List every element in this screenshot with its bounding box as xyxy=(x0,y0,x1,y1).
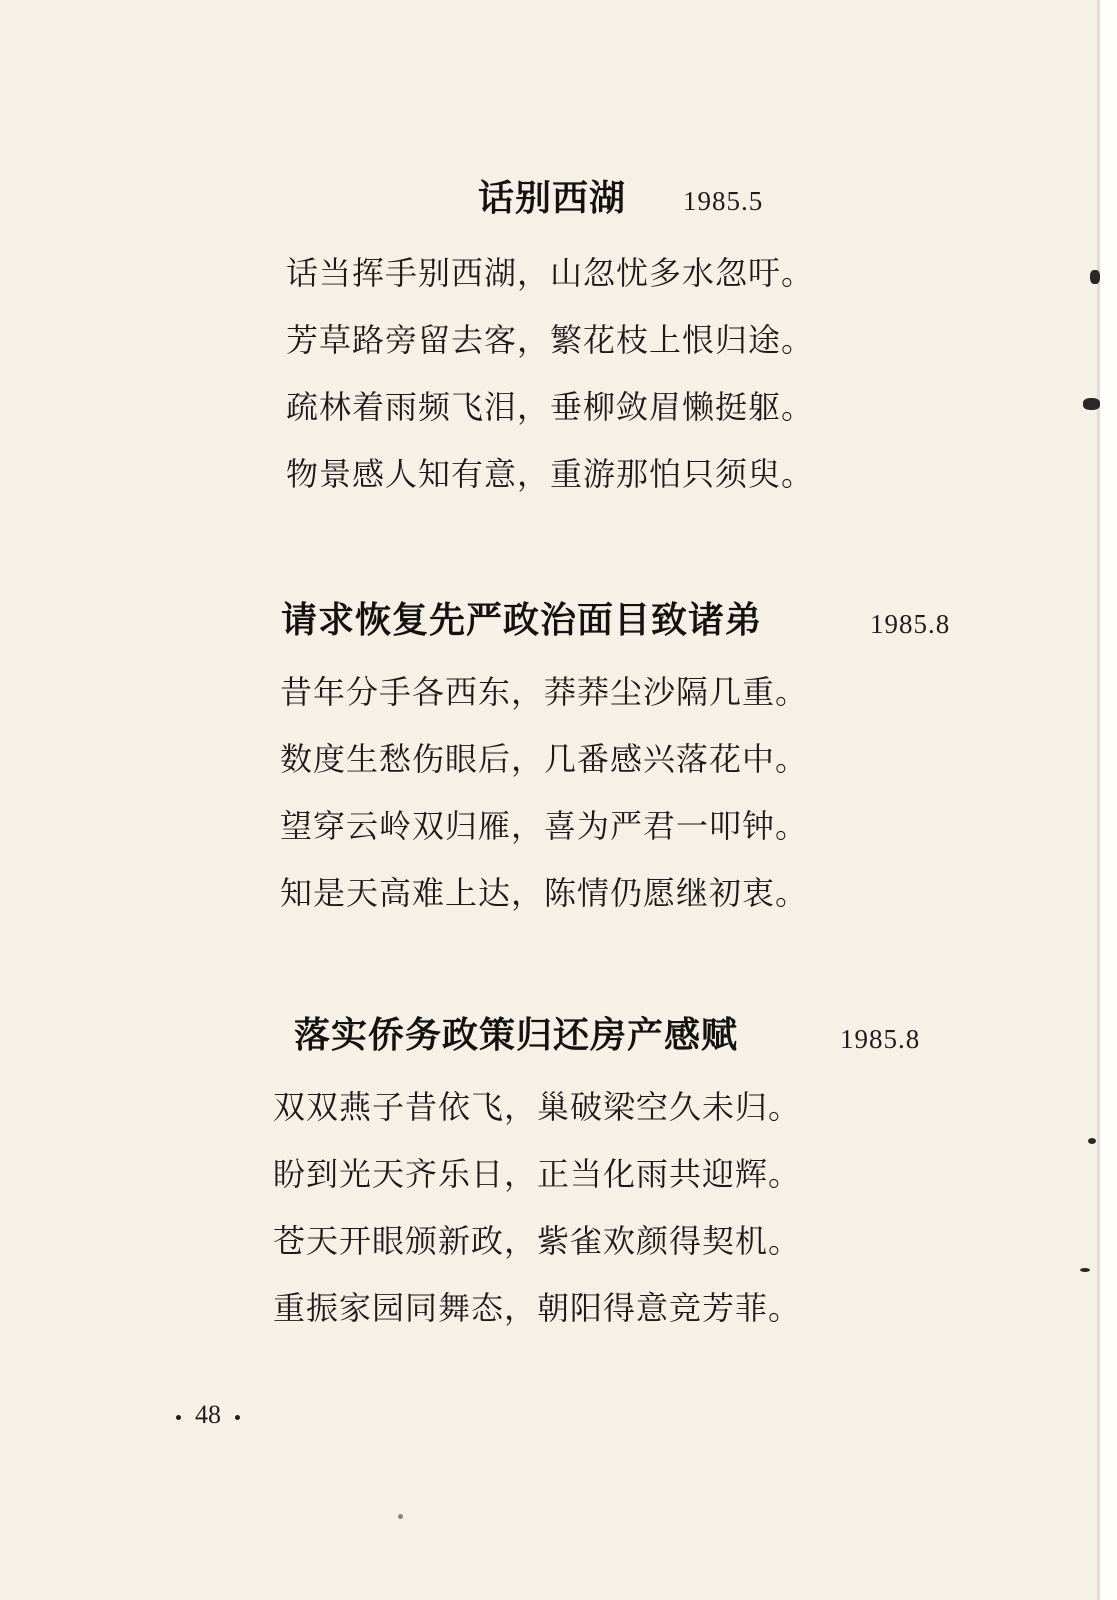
scan-speck xyxy=(1090,270,1100,284)
poem-1-date: 1985.5 xyxy=(683,186,764,216)
page-number-value: 48 xyxy=(195,1400,221,1429)
scan-speck xyxy=(1080,1268,1090,1272)
poem-2-title: 请求恢复先严政治面目致诸弟 xyxy=(281,600,763,641)
poem-1-line-1: 话当挥手别西湖，山忽忧多水忽吁。 xyxy=(286,254,815,292)
poem-3-line-4: 重振家园同舞态，朝阳得意竞芳菲。 xyxy=(273,1289,802,1327)
poem-3-date: 1985.8 xyxy=(840,1024,921,1054)
page-number xyxy=(162,1400,254,1430)
poem-3-line-1: 双双燕子昔依飞，巢破梁空久未归。 xyxy=(273,1088,802,1126)
poem-2-line-4: 知是天高难上达，陈情仍愿继初衷。 xyxy=(280,874,809,912)
poem-1-line-3: 疏林着雨频飞泪，垂柳敛眉懒挺躯。 xyxy=(286,388,815,426)
poem-1-line-2: 芳草路旁留去客，繁花枝上恨归途。 xyxy=(286,321,815,359)
poem-2-line-1: 昔年分手各西东，莽莽尘沙隔几重。 xyxy=(280,673,809,711)
poem-3-line-3: 苍天开眼颁新政，紫雀欢颜得契机。 xyxy=(273,1222,802,1260)
poem-1-title: 话别西湖 xyxy=(478,178,627,219)
scan-speck xyxy=(1083,398,1100,410)
poem-3-line-2: 盼到光天齐乐日，正当化雨共迎辉。 xyxy=(273,1155,802,1193)
poem-2-line-2: 数度生愁伤眼后，几番感兴落花中。 xyxy=(280,740,809,778)
page-number-dot-left xyxy=(176,1415,181,1420)
page-number-dot-right xyxy=(235,1415,240,1420)
poem-2-date: 1985.8 xyxy=(870,609,951,639)
poem-1-line-4: 物景感人知有意，重游那怕只须臾。 xyxy=(286,455,815,493)
poem-3-title: 落实侨务政策归还房产感赋 xyxy=(294,1015,739,1056)
scan-speck xyxy=(1088,1138,1096,1144)
scan-speck xyxy=(398,1514,403,1519)
scan-margin xyxy=(1100,0,1117,1600)
poem-2-line-3: 望穿云岭双归雁，喜为严君一叩钟。 xyxy=(280,807,809,845)
